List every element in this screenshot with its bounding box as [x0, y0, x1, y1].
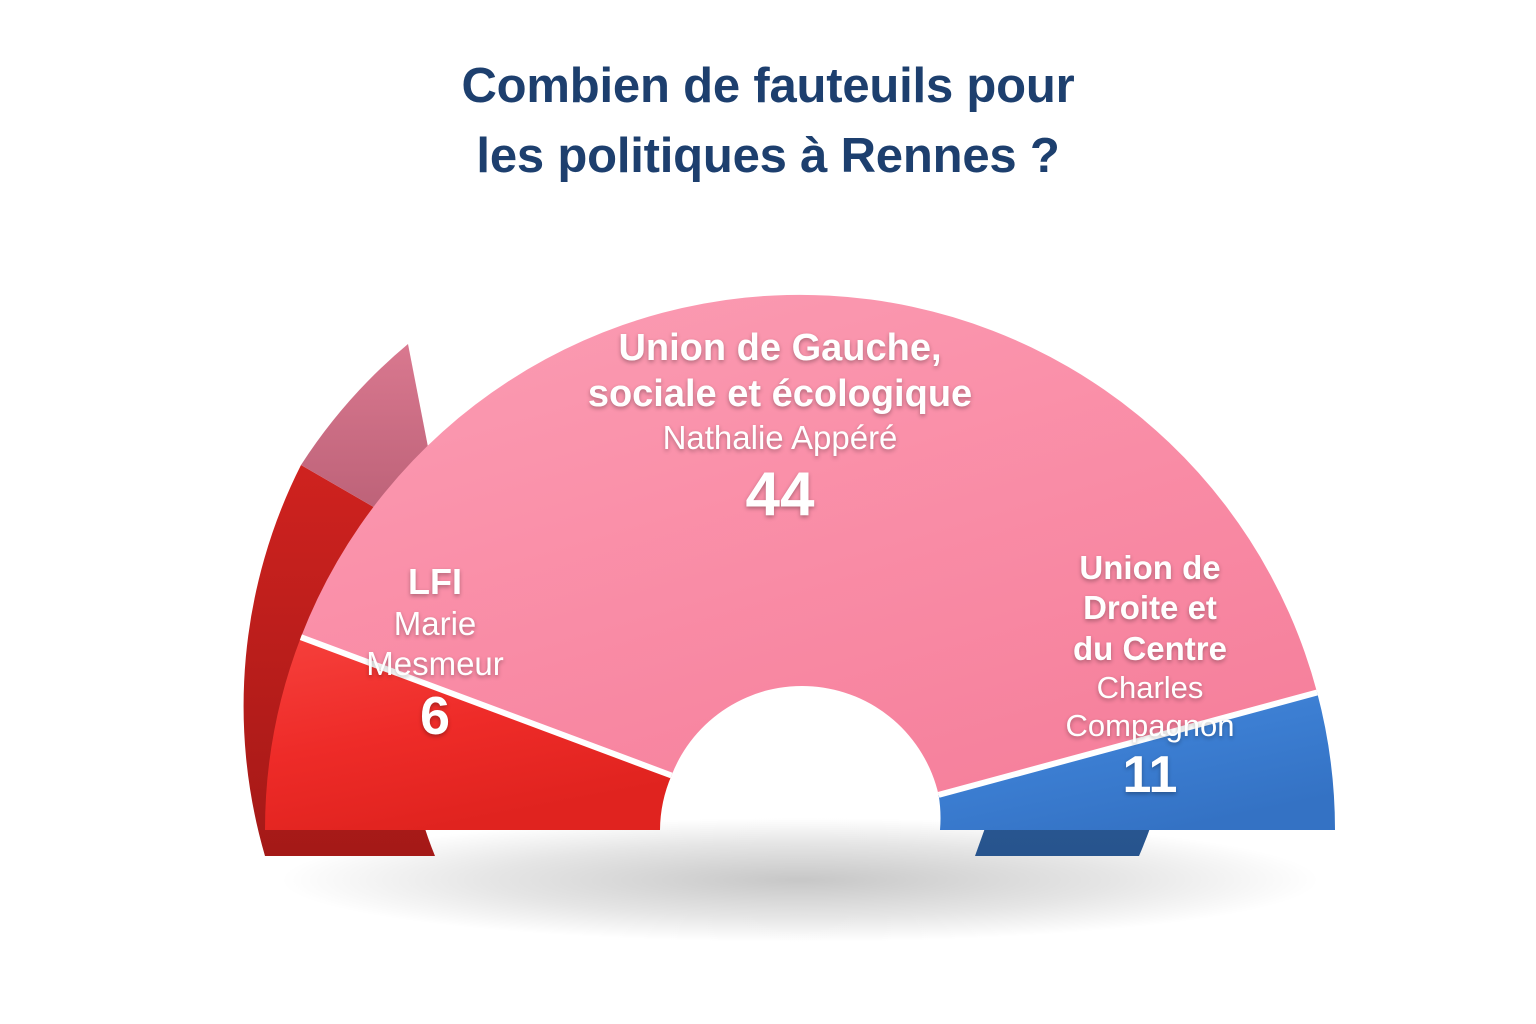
page-title-line-1: Combien de fauteuils pour — [461, 59, 1075, 113]
slice-label-lfi-party: LFI — [408, 561, 462, 602]
slice-label-union-gauche-party-2: sociale et écologique — [587, 373, 973, 416]
slice-label-lfi-leader-1: Marie — [393, 604, 477, 642]
slice-label-union-droite-leader-2: Compagnon — [1065, 707, 1235, 743]
slice-label-union-gauche-party-1: Union de Gauche, — [618, 327, 942, 369]
slice-label-union-droite-party-1: Union de — [1079, 549, 1221, 586]
hemicycle-top — [265, 295, 1335, 830]
ground-shadow — [280, 818, 1320, 942]
slice-label-union-droite-seats: 11 — [1122, 746, 1178, 805]
slice-label-union-gauche-seats: 44 — [745, 459, 815, 529]
slice-label-union-droite-leader-1: Charles — [1096, 669, 1204, 705]
slice-label-union-gauche-leader: Nathalie Appéré — [662, 418, 898, 456]
slice-label-union-droite-party-2: Droite et — [1083, 589, 1217, 627]
slice-label-union-droite-party-3: du Centre — [1072, 629, 1227, 667]
slice-label-lfi-leader-2: Mesmeur — [366, 645, 504, 683]
slice-label-lfi-seats: 6 — [419, 686, 451, 747]
page-title-line-2: les politiques à Rennes ? — [476, 128, 1060, 183]
